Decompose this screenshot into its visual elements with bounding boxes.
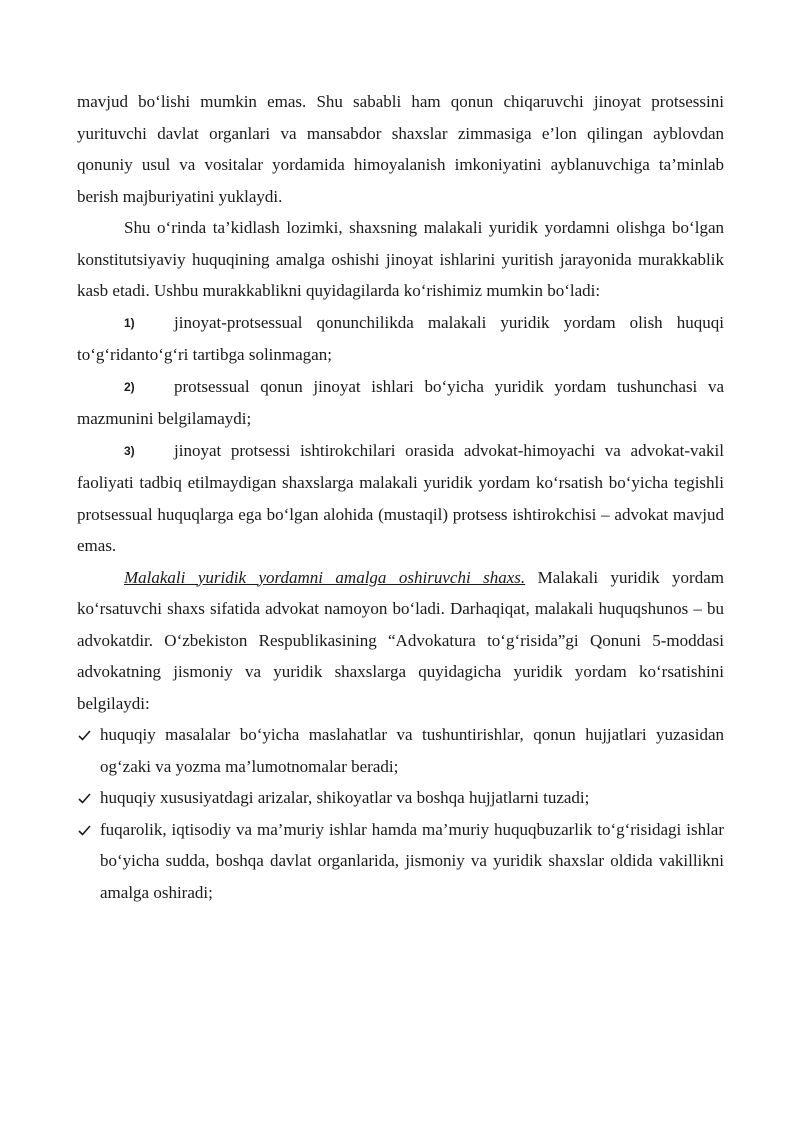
- item-number: 2): [124, 379, 135, 394]
- paragraph-advocate: [77, 562, 724, 720]
- item-text: protsessual qonun jinoyat ishlari bo‘yicha yuridik yordam tushunchasi va mazmunini belgilamaydi;: [77, 376, 724, 428]
- check-list-item: [77, 814, 724, 909]
- numbered-item-1: [77, 307, 724, 371]
- check-list-item: [77, 782, 724, 814]
- check-item-text: huquqiy xususiyatdagi arizalar, shikoyatlar va boshqa hujjatlarni tuzadi;: [100, 788, 590, 807]
- item-text: jinoyat protsessi ishtirokchilari orasida advokat-himoyachi va advokat-vakil faoliyati tadbiq etilmaydigan shaxslarga malakali yuridik yordam ko‘rsatish bo‘yicha tegishli protsessual huquqlarga ega bo‘lgan alohida (mustaqil) protsess ishtirokchisi – advokat mavjud emas.: [77, 440, 724, 555]
- check-mark-icon: [77, 782, 93, 813]
- numbered-item-2: [77, 371, 724, 435]
- check-list-item: [77, 719, 724, 782]
- check-item-text: fuqarolik, iqtisodiy va ma’muriy ishlar hamda ma’muriy huquqbuzarlik to‘g‘risidagi ishlar bo‘yicha sudda, boshqa davlat organlarida, jismoniy va yuridik shaxslar oldida vakillikni amalga oshiradi;: [100, 819, 724, 902]
- check-mark-icon: [77, 814, 93, 845]
- paragraph-2: Shu o‘rinda ta’kidlash lozimki, shaxsning malakali yuridik yordamni olishga bo‘lgan konstitutsiyaviy huquqining amalga oshishi jinoyat ishlarini yuritish jarayonida murakkablik kasb etadi. Ushbu murakkablikni quyidagilarda ko‘rishimiz mumkin bo‘ladi:: [77, 218, 724, 300]
- item-text: jinoyat-protsessual qonunchilikda malakali yuridik yordam olish huquqi to‘g‘ridanto‘g‘ri tartibga solinmagan;: [77, 312, 724, 364]
- check-list: [77, 719, 724, 908]
- numbered-item-3: [77, 435, 724, 562]
- paragraph-1: mavjud bo‘lishi mumkin emas. Shu sababli ham qonun chiqaruvchi jinoyat protsessini yurituvchi davlat organlari va mansabdor shaxslar zimmasiga e’lon qilingan ayblovdan qonuniy usul va vositalar yordamida himoyalanish imkoniyatini ayblanuvchiga ta’minlab berish majburiyatini yuklaydi.: [77, 92, 724, 206]
- document-body: [77, 86, 724, 908]
- check-mark-icon: [77, 719, 93, 750]
- check-item-text: huquqiy masalalar bo‘yicha maslahatlar va tushuntirishlar, qonun hujjatlari yuzasidan og‘zaki va yozma ma’lumotnomalar beradi;: [100, 725, 724, 776]
- item-number: 1): [124, 315, 135, 330]
- section-text: Malakali yuridik yordam ko‘rsatuvchi shaxs sifatida advokat namoyon bo‘ladi. Darhaqiqat, malakali huquqshunos – bu advokatdir. O‘zbekiston Respublikasining “Advokatura to‘g‘risida”gi Qonuni 5-moddasi advokatning jismoniy va yuridik shaxslarga quyidagicha yuridik yordam ko‘rsatishini belgilaydi:: [77, 567, 724, 713]
- section-heading: Malakali yuridik yordamni amalga oshiruvchi shaxs.: [124, 567, 526, 587]
- item-number: 3): [124, 443, 135, 458]
